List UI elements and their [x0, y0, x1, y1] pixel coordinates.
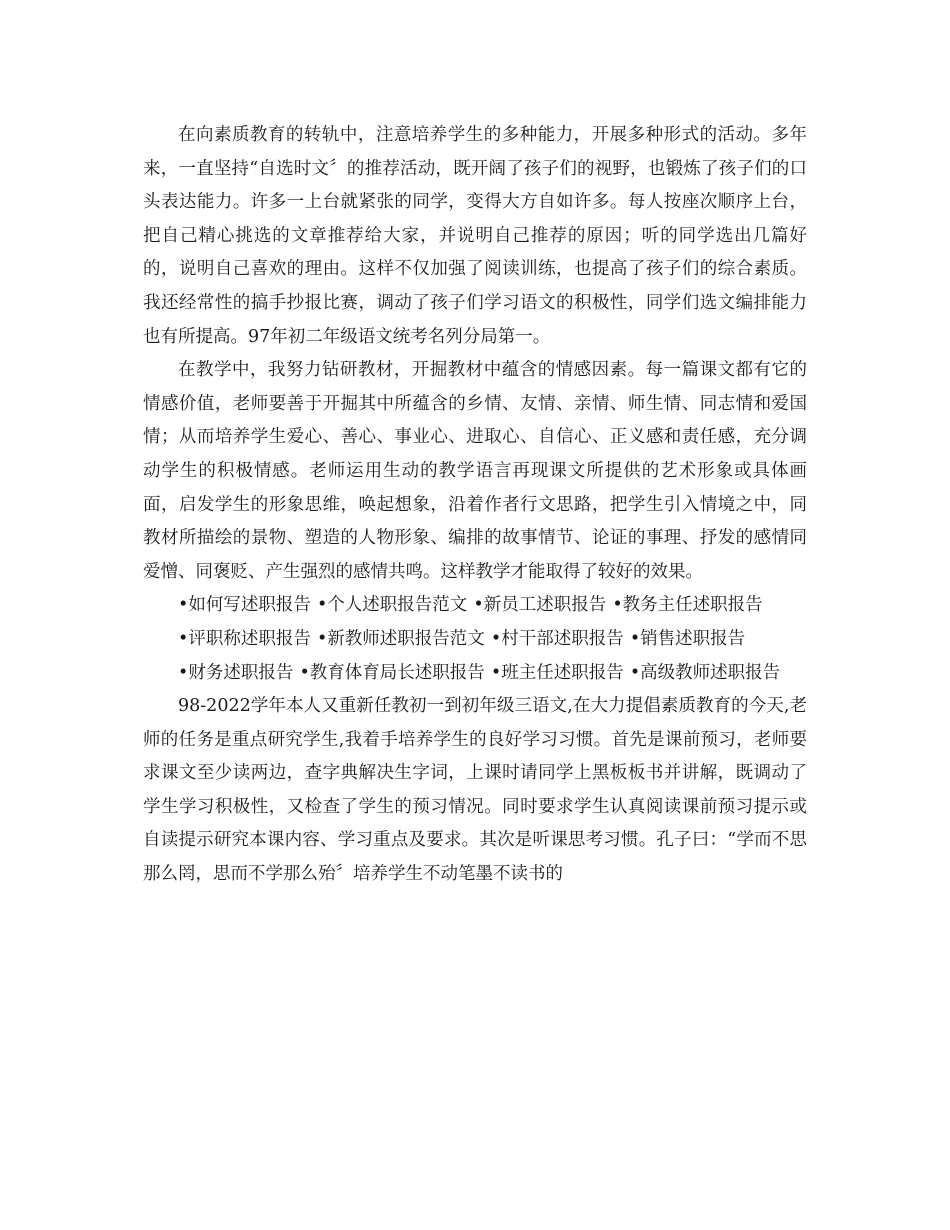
related-links-row-2 [143, 623, 807, 657]
link-new-teacher-report-sample[interactable]: •新教师述职报告范文 [316, 628, 485, 649]
link-senior-teacher-report[interactable]: •高级教师述职报告 [629, 662, 781, 683]
link-personal-report-sample[interactable]: •个人述职报告范文 [316, 595, 468, 616]
link-title-evaluation-report[interactable]: •评职称述职报告 [178, 628, 311, 649]
document-page [143, 119, 807, 892]
link-class-teacher-report[interactable]: •班主任述职报告 [490, 662, 624, 683]
link-village-cadre-report[interactable]: •村干部述职报告 [490, 628, 624, 649]
link-how-to-write-report[interactable]: •如何写述职报告 [178, 595, 311, 616]
related-links-row-1 [143, 589, 807, 623]
link-academic-director-report[interactable]: •教务主任述职报告 [612, 595, 763, 616]
paragraph-activities: 在向素质教育的转轨中，注意培养学生的多种能力，开展多种形式的活动。多年来，一直坚持“自选时文〞的推荐活动，既开阔了孩子们的视野，也锻炼了孩子们的口头表达能力。许多一上台就紧张的同学，变得大方自如许多。每人按座次顺序上台，把自己精心挑选的文章推荐给大家，并说明自己推荐的原因；听的同学选出几篇好的，说明自己喜欢的理由。这样不仅加强了阅读训练，也提高了孩子们的综合素质。我还经常性的搞手抄报比赛，调动了孩子们学习语文的积极性，同学们选文编排能力也有所提高。97年初二年级语文统考名列分局第一。 [143, 125, 807, 347]
link-education-director-report[interactable]: •教育体育局长述职报告 [299, 662, 485, 683]
link-new-employee-report[interactable]: •新员工述职报告 [473, 595, 607, 616]
paragraph-emotion-teaching: 在教学中，我努力钻研教材，开掘教材中蕴含的情感因素。每一篇课文都有它的情感价值，老师要善于开掘其中所蕴含的乡情、友情、亲情、师生情、同志情和爱国情；从而培养学生爱心、善心、事业心、进取心、自信心、正义感和责任感，充分调动学生的积极情感。老师运用生动的教学语言再现课文所提供的艺术形象或具体画面，启发学生的形象思维，唤起想象，沿着作者行文思路，把学生引入情境之中，同教材所描绘的景物、塑造的人物形象、编排的故事情节、论证的事理、抒发的感情同爱憎、同褒贬、产生强烈的感情共鸣。这样教学才能取得了较好的效果。 [143, 360, 807, 582]
related-links-row-3 [143, 657, 807, 691]
link-finance-report[interactable]: •财务述职报告 [178, 662, 294, 683]
link-sales-report[interactable]: •销售述职报告 [629, 628, 746, 649]
paragraph-study-habits: 98-2022学年本人又重新任教初一到初年级三语文,在大力提倡素质教育的今天,老师的任务是重点研究学生,我着手培养学生的良好学习习惯。首先是课前预习，老师要求课文至少读两边，查字典解决生字词，上课时请同学上黑板板书并讲解，既调动了学生学习积极性，又检查了学生的预习情况。同时要求学生认真阅读课前预习提示或自读提示研究本课内容、学习重点及要求。其次是听课思考习惯。孔子曰：“学而不思那么罔，思而不学那么殆〞培养学生不动笔墨不读书的 [143, 696, 807, 885]
